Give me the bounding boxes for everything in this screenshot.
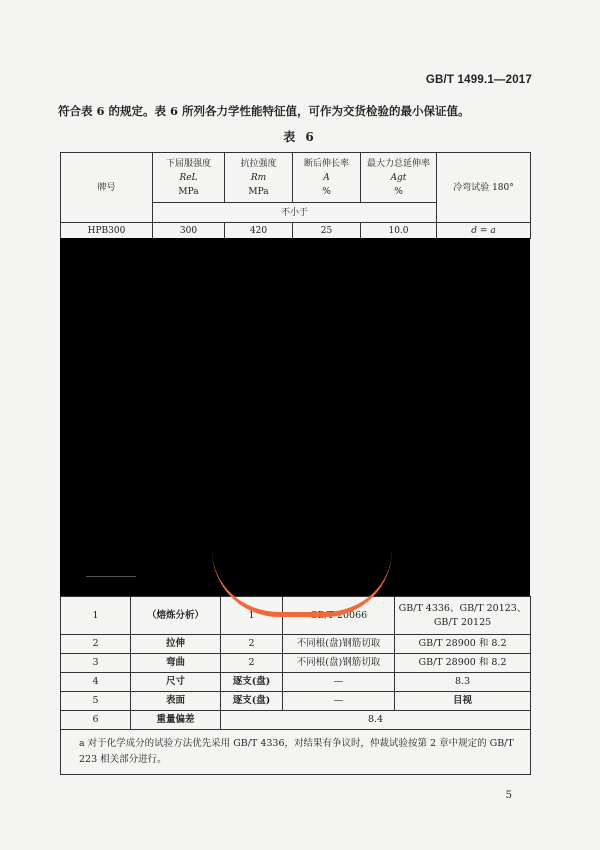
row-4-method: 8.3 <box>395 673 531 692</box>
row-1-no: 1 <box>61 597 131 635</box>
row-5-method: 目视 <box>395 692 531 711</box>
redaction-block <box>60 238 530 584</box>
row-4-no: 4 <box>61 673 131 692</box>
row-4-sampling: — <box>283 673 395 692</box>
row-2-sampling: 不同根(盘)钢筋切取 <box>283 635 395 654</box>
bend-value-cell: d = a <box>437 223 531 239</box>
row-3-method: GB/T 28900 和 8.2 <box>395 654 531 673</box>
header-tensile-unit: MPa <box>248 186 269 197</box>
table-row <box>61 597 531 635</box>
redaction-block-lower-right <box>208 562 530 596</box>
header-total-elongation-name: 最大力总延伸率 <box>366 158 430 169</box>
header-total-elongation-symbol: Agt <box>390 172 407 183</box>
elongation-value-cell: 25 <box>293 223 361 239</box>
header-tensile-name: 抗拉强度 <box>240 158 277 169</box>
intro-paragraph: 符合表 6 的规定。表 6 所列各力学性能特征值，可作为交货检验的最小保证值。 <box>58 104 470 118</box>
header-elongation-symbol: A <box>323 172 330 183</box>
row-3-no: 3 <box>61 654 131 673</box>
yield-value-cell: 300 <box>153 223 225 239</box>
tensile-value-cell: 420 <box>225 223 293 239</box>
row-4-item: 尺寸 <box>131 673 221 692</box>
table-row <box>61 635 531 654</box>
row-5-sampling: — <box>283 692 395 711</box>
header-elongation <box>293 153 361 203</box>
row-5-item: 表面 <box>131 692 221 711</box>
header-tensile-strength <box>225 153 293 203</box>
header-yield-unit: MPa <box>178 186 199 197</box>
header-cold-bend: 冷弯试验 180° <box>437 153 531 223</box>
row-5-no: 5 <box>61 692 131 711</box>
grade-cell: HPB300 <box>61 223 153 239</box>
header-total-elongation <box>361 153 437 203</box>
table-footnote: a 对于化学成分的试验方法优先采用 GB/T 4336，对结果有争议时，仲裁试验按第 2 章中规定的 GB/T 223 相关部分进行。 <box>61 730 531 775</box>
mechanical-properties-table <box>60 152 531 239</box>
row-6-item: 重量偏差 <box>131 711 221 730</box>
total-elongation-value-cell: 10.0 <box>361 223 437 239</box>
table-row <box>61 711 531 730</box>
row-6-no: 6 <box>61 711 131 730</box>
header-yield-symbol: ReL <box>179 172 198 183</box>
redaction-divider-line <box>86 576 136 577</box>
redaction-block-lower-left <box>60 580 210 596</box>
row-5-qty: 逐支(盘) <box>221 692 283 711</box>
row-1-qty: 1 <box>221 597 283 635</box>
row-2-qty: 2 <box>221 635 283 654</box>
row-3-sampling: 不同根(盘)钢筋切取 <box>283 654 395 673</box>
row-3-item: 弯曲 <box>131 654 221 673</box>
row-2-item: 拉伸 <box>131 635 221 654</box>
header-yield-strength <box>153 153 225 203</box>
row-1-method: GB/T 4336、GB/T 20123、GB/T 20125 <box>395 597 531 635</box>
header-elongation-unit: % <box>322 186 331 197</box>
header-total-elongation-unit: % <box>394 186 403 197</box>
row-3-qty: 2 <box>221 654 283 673</box>
table-row <box>61 654 531 673</box>
row-1-item: （熔炼分析） <box>131 597 221 635</box>
row-4-qty: 逐支(盘) <box>221 673 283 692</box>
table-row <box>61 673 531 692</box>
row-2-no: 2 <box>61 635 131 654</box>
row-2-method: GB/T 28900 和 8.2 <box>395 635 531 654</box>
inspection-items-table <box>60 596 531 775</box>
document-code: GB/T 1499.1—2017 <box>425 74 532 86</box>
header-elongation-name: 断后伸长率 <box>303 158 349 169</box>
table-row <box>61 692 531 711</box>
page-number: 5 <box>505 790 512 801</box>
header-not-less-than: 不小于 <box>153 203 437 223</box>
table-note-row <box>61 730 531 775</box>
header-grade: 牌号 <box>61 153 153 223</box>
table-6-title: 表 6 <box>283 130 317 144</box>
row-6-merged-method: 8.4 <box>221 711 531 730</box>
row-1-sampling: GB/T 20066 <box>283 597 395 635</box>
header-tensile-symbol: Rm <box>250 172 267 183</box>
header-yield-name: 下屈服强度 <box>165 158 211 169</box>
